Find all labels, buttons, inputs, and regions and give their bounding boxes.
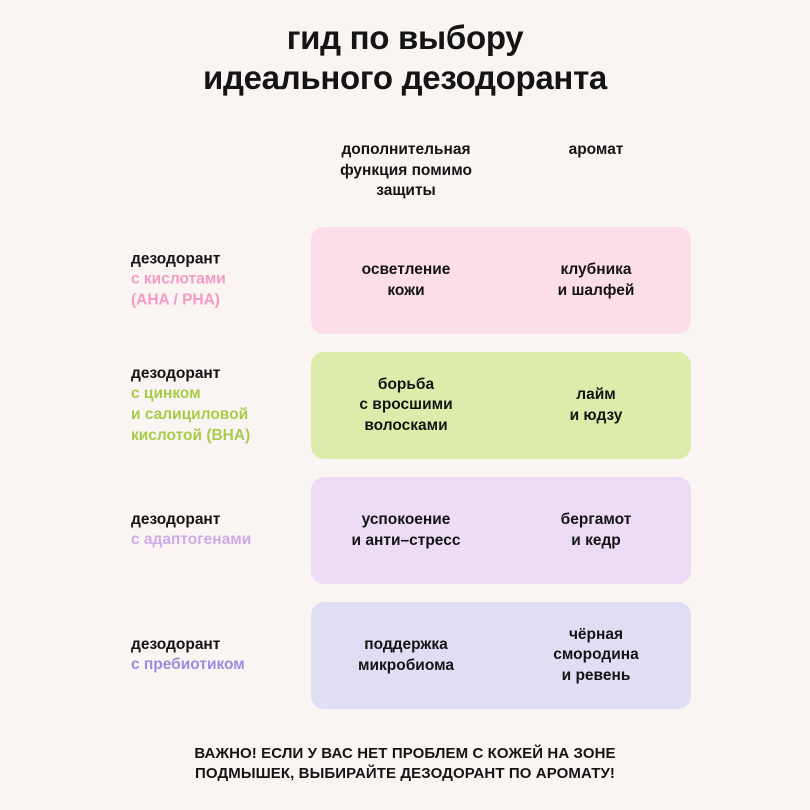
column-headers	[311, 140, 691, 202]
cell-function-line-2: кожи	[387, 281, 425, 299]
cell-scent	[501, 385, 691, 426]
row-card-zinc	[311, 352, 691, 459]
cell-function	[311, 260, 501, 301]
cell-scent-line-2: и юдзу	[569, 406, 623, 424]
cell-function-line-1: осветление	[361, 260, 451, 278]
cell-function	[311, 375, 501, 437]
row-card-adaptogens	[311, 477, 691, 584]
page-title	[0, 0, 810, 99]
cell-function-line-3: волосками	[364, 416, 448, 434]
column-header-function	[311, 140, 501, 202]
cell-function-line-1: успокоение	[361, 510, 451, 528]
cell-scent	[501, 260, 691, 301]
footer-note-line-2: ПОДМЫШЕК, ВЫБИРАЙТЕ ДЕЗОДОРАНТ ПО АРОМАТУ!	[195, 764, 615, 782]
row-label-prebiotic	[131, 635, 306, 677]
row-label-accent-1: с цинком	[131, 385, 201, 403]
page-title-line-2: идеального дезодоранта	[203, 59, 607, 97]
table-row	[0, 227, 810, 334]
row-label-accent-1: с пребиотиком	[131, 656, 245, 674]
row-label-zinc	[131, 364, 306, 448]
row-label-accent-2: и салициловой	[131, 406, 249, 424]
cell-scent	[501, 510, 691, 551]
cell-scent	[501, 625, 691, 687]
table-row	[0, 477, 810, 584]
cell-function-line-2: и анти–стресс	[351, 531, 461, 549]
row-label-main: дезодорант	[131, 635, 221, 653]
cell-scent-line-1: клубника	[560, 260, 632, 278]
row-label-adaptogens	[131, 510, 306, 552]
column-header-scent	[501, 140, 691, 202]
row-label-accent-2: (AHA / PHA)	[131, 291, 220, 309]
row-label-accent-3: кислотой (BHA)	[131, 427, 251, 445]
cell-function-line-2: микробиома	[358, 656, 454, 674]
row-label-main: дезодорант	[131, 364, 221, 382]
cell-function	[311, 635, 501, 676]
row-label-main: дезодорант	[131, 510, 221, 528]
row-label-main: дезодорант	[131, 250, 221, 268]
page-title-line-1: гид по выбору	[286, 19, 524, 56]
table-row	[0, 352, 810, 459]
cell-scent-line-2: смородина	[553, 646, 639, 664]
cell-scent-line-3: и ревень	[561, 666, 631, 684]
cell-function-line-1: борьба	[377, 375, 435, 393]
cell-scent-line-2: и шалфей	[557, 281, 635, 299]
footer-note	[0, 744, 810, 785]
column-header-function-line-3: защиты	[376, 182, 436, 200]
row-label-accent-1: с адаптогенами	[131, 531, 252, 549]
cell-scent-line-1: бергамот	[560, 510, 632, 528]
row-card-prebiotic	[311, 602, 691, 709]
column-header-scent-label: аромат	[568, 141, 624, 158]
cell-scent-line-1: чёрная	[568, 625, 624, 643]
row-card-acids	[311, 227, 691, 334]
row-label-accent-1: с кислотами	[131, 271, 226, 289]
cell-scent-line-1: лайм	[576, 385, 616, 403]
footer-note-line-1: ВАЖНО! ЕСЛИ У ВАС НЕТ ПРОБЛЕМ С КОЖЕЙ НА ЗОНЕ	[194, 744, 616, 762]
cell-scent-line-2: и кедр	[571, 531, 621, 549]
rows-container	[0, 227, 810, 727]
column-header-function-line-1: дополнительная	[341, 141, 471, 158]
cell-function-line-1: поддержка	[364, 635, 448, 653]
column-header-function-line-2: функция помимо	[340, 161, 472, 179]
cell-function	[311, 510, 501, 551]
row-label-acids	[131, 249, 306, 312]
table-row	[0, 602, 810, 709]
cell-function-line-2: с вросшими	[359, 396, 453, 414]
